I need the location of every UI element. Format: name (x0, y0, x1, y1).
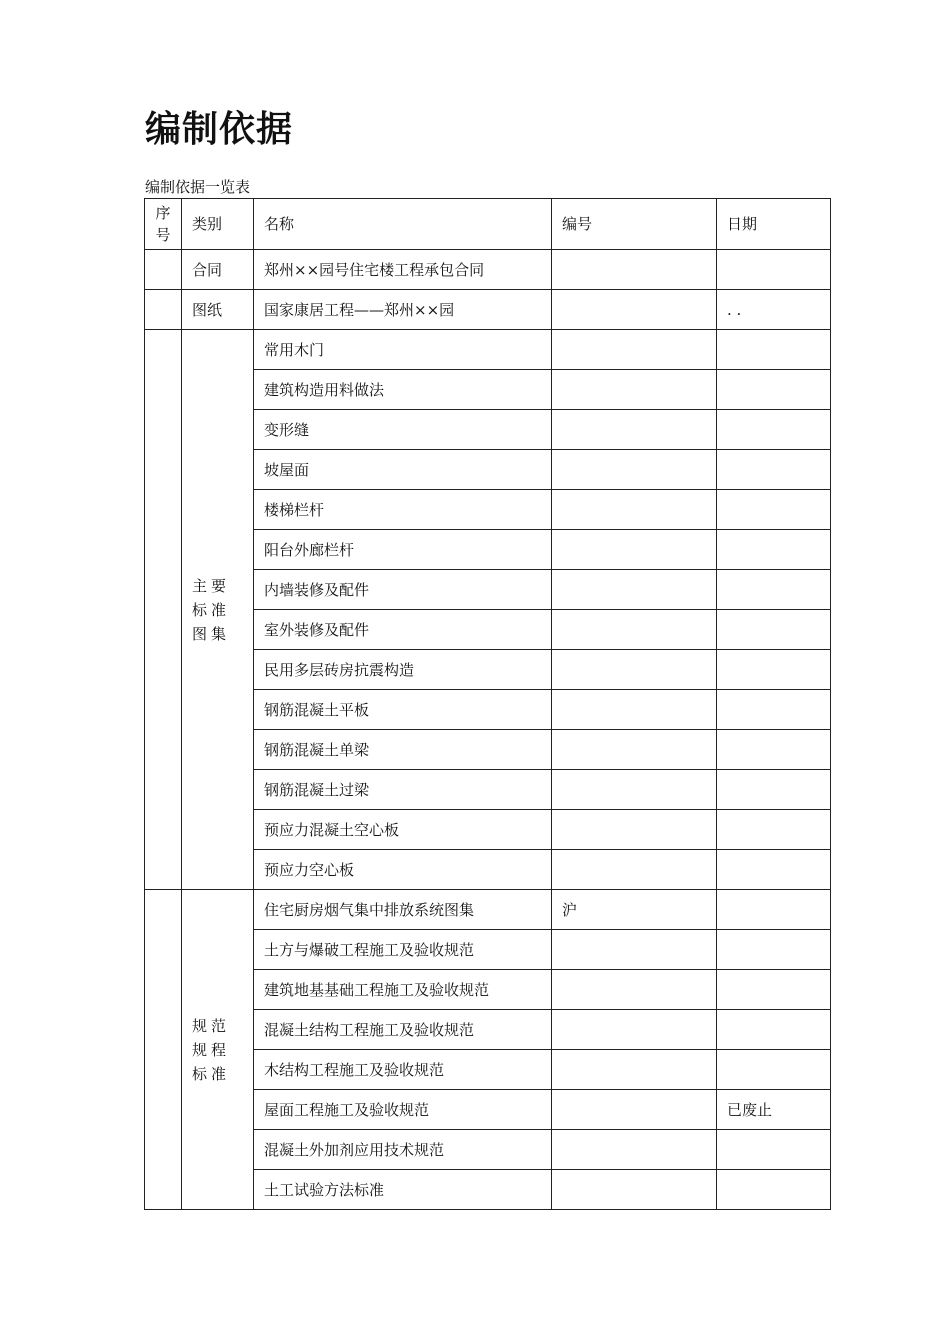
group-no-cell (145, 330, 182, 890)
table-header-row (145, 199, 831, 250)
row-name: 国家康居工程——郑州××园 (254, 290, 552, 330)
row-code (552, 930, 717, 970)
row-name: 钢筋混凝土单梁 (254, 730, 552, 770)
row-name: 楼梯栏杆 (254, 490, 552, 530)
row-date (717, 770, 831, 810)
row-date (717, 690, 831, 730)
row-name: 民用多层砖房抗震构造 (254, 650, 552, 690)
row-date (717, 970, 831, 1010)
row-name: 常用木门 (254, 330, 552, 370)
row-date (717, 450, 831, 490)
row-code (552, 410, 717, 450)
row-name: 变形缝 (254, 410, 552, 450)
header-name: 名称 (254, 199, 552, 250)
row-date (717, 1050, 831, 1090)
row-name: 屋面工程施工及验收规范 (254, 1090, 552, 1130)
row-name: 预应力混凝土空心板 (254, 810, 552, 850)
row-name: 坡屋面 (254, 450, 552, 490)
row-code (552, 370, 717, 410)
row-date (717, 850, 831, 890)
row-date (717, 410, 831, 450)
row-code (552, 650, 717, 690)
row-date (717, 1130, 831, 1170)
row-code (552, 1170, 717, 1210)
row-name: 土工试验方法标准 (254, 1170, 552, 1210)
row-code (552, 1090, 717, 1130)
header-date: 日期 (717, 199, 831, 250)
row-name: 土方与爆破工程施工及验收规范 (254, 930, 552, 970)
row-name: 建筑地基基础工程施工及验收规范 (254, 970, 552, 1010)
table-row (145, 890, 831, 930)
row-code (552, 610, 717, 650)
table-row (145, 290, 831, 330)
row-name: 钢筋混凝土平板 (254, 690, 552, 730)
header-no: 序 号 (145, 199, 182, 250)
row-code (552, 1010, 717, 1050)
table-row (145, 250, 831, 290)
row-date (717, 250, 831, 290)
row-date (717, 570, 831, 610)
row-date (717, 930, 831, 970)
row-date: . . (717, 290, 831, 330)
row-date (717, 730, 831, 770)
row-date (717, 330, 831, 370)
row-name: 室外装修及配件 (254, 610, 552, 650)
row-date (717, 810, 831, 850)
header-code: 编号 (552, 199, 717, 250)
row-code (552, 1130, 717, 1170)
row-name: 建筑构造用料做法 (254, 370, 552, 410)
group-category: 主要标准图集 (182, 330, 254, 890)
row-date (717, 650, 831, 690)
row-code (552, 810, 717, 850)
page-title: 编制依据 (145, 109, 294, 150)
row-code (552, 570, 717, 610)
row-code (552, 530, 717, 570)
row-code: 沪 (552, 890, 717, 930)
row-code (552, 970, 717, 1010)
reference-table (144, 198, 831, 1210)
row-code (552, 1050, 717, 1090)
group-no-cell (145, 890, 182, 1210)
row-name: 住宅厨房烟气集中排放系统图集 (254, 890, 552, 930)
row-code (552, 250, 717, 290)
row-name: 混凝土外加剂应用技术规范 (254, 1130, 552, 1170)
row-category: 图纸 (182, 290, 254, 330)
row-code (552, 850, 717, 890)
row-date: 已废止 (717, 1090, 831, 1130)
row-date (717, 610, 831, 650)
row-name: 混凝土结构工程施工及验收规范 (254, 1010, 552, 1050)
row-date (717, 370, 831, 410)
row-code (552, 290, 717, 330)
row-no-cell (145, 250, 182, 290)
row-date (717, 890, 831, 930)
row-code (552, 730, 717, 770)
table-caption: 编制依据一览表 (145, 178, 251, 196)
header-category: 类别 (182, 199, 254, 250)
row-code (552, 690, 717, 730)
row-date (717, 490, 831, 530)
row-name: 钢筋混凝土过梁 (254, 770, 552, 810)
row-no-cell (145, 290, 182, 330)
row-code (552, 450, 717, 490)
row-category: 合同 (182, 250, 254, 290)
row-date (717, 1010, 831, 1050)
table-row (145, 330, 831, 370)
row-date (717, 530, 831, 570)
row-name: 木结构工程施工及验收规范 (254, 1050, 552, 1090)
row-code (552, 490, 717, 530)
row-date (717, 1170, 831, 1210)
row-name: 郑州××园号住宅楼工程承包合同 (254, 250, 552, 290)
row-name: 预应力空心板 (254, 850, 552, 890)
group-category: 规范规程标准 (182, 890, 254, 1210)
row-code (552, 330, 717, 370)
row-code (552, 770, 717, 810)
row-name: 内墙装修及配件 (254, 570, 552, 610)
row-name: 阳台外廊栏杆 (254, 530, 552, 570)
